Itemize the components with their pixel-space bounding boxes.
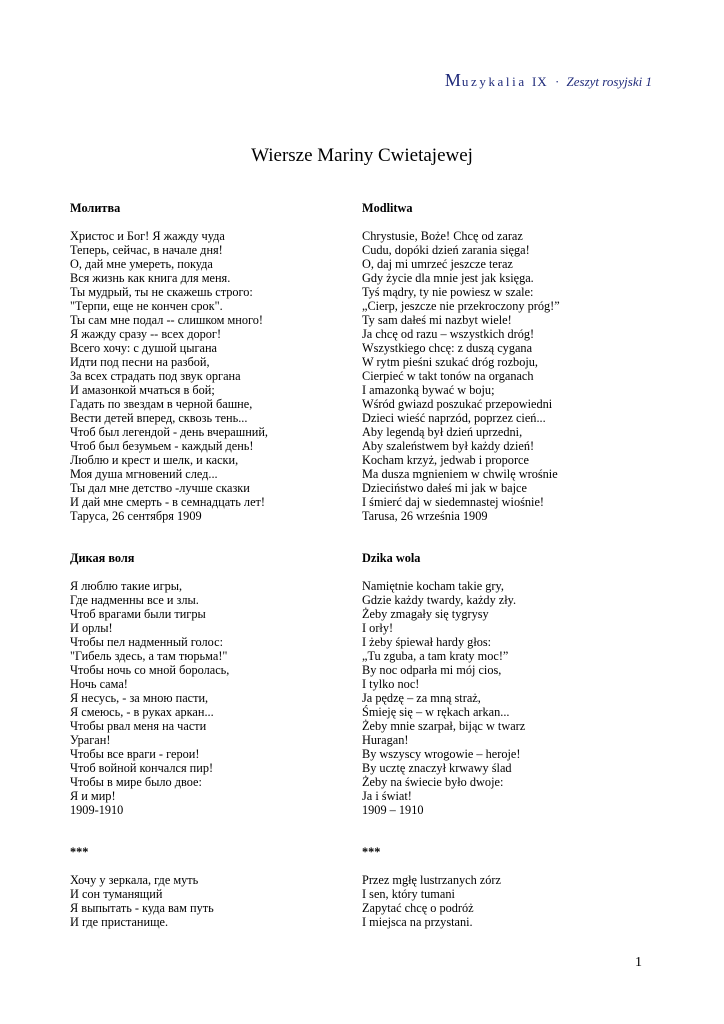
poem-line: "Терпи, еще не кончен срок". [70,299,223,313]
poem-line: О, дай мне умереть, покуда [70,257,213,271]
poem-line: I miejsca na przystani. [362,915,473,929]
poem-line: Чтоб врагами были тигры [70,607,206,621]
poem-line: By wszyscy wrogowie – heroje! [362,747,521,761]
poem-title: Dzika wola [362,551,421,565]
poem-title: *** [70,845,89,859]
poem-line: Где надменны все и злы. [70,593,199,607]
poem-line: Gdy życie dla mnie jest jak księga. [362,271,534,285]
poem-line: Żeby zmagały się tygrysy [362,607,489,621]
poem-line: I śmierć daj w siedemnastej wiośnie! [362,495,545,509]
poem-line: By noc odparła mi mój cios, [362,663,502,677]
poem-line: Теперь, сейчас, в начале дня! [70,243,223,257]
poem-ru [70,845,380,929]
poem-line: И сон туманящий [70,887,163,901]
poem-line: Чтобы все враги - герои! [70,747,200,761]
poem-line: By ucztę znaczył krwawy ślad [362,761,512,775]
poem-pl [362,201,672,523]
poem-line: Cudu, dopóki dzień zarania sięga! [362,243,530,257]
poem-lines [70,229,380,523]
poem-line: Я несусь, - за мною пасти, [70,691,209,705]
poem-line: Cierpieć w takt tonów na organach [362,369,534,383]
poem-line: Dzieci wieść naprzód, poprzez cień... [362,411,546,425]
poem-lines [362,229,672,523]
poem-line: И орлы! [70,621,113,635]
poem-line: "Гибель здесь, а там тюрьма!" [70,649,228,663]
poem-line: За всех страдать под звук органа [70,369,241,383]
poem-title: *** [362,845,381,859]
poem-line: Чтобы ночь со мной боролась, [70,663,230,677]
poem-line: 1909 – 1910 [362,803,424,817]
poem-line: Люблю и крест и шелк, и каски, [70,453,239,467]
poem-line: Dzieciństwo dałeś mi jak w bajce [362,481,527,495]
poem-line: Tarusa, 26 września 1909 [362,509,488,523]
poem-line: Я и мир! [70,789,116,803]
poem-line: Aby legendą był dzień uprzedni, [362,425,523,439]
running-header [445,70,652,91]
poem-line: Chrystusie, Boże! Chcę od zaraz [362,229,523,243]
poem-line: Żeby mnie szarpał, bijąc w twarz [362,719,526,733]
poem-line: Ma dusza mgnieniem w chwilę wrośnie [362,467,558,481]
issue-number: IX [531,74,548,89]
poem-line: Ураган! [70,733,111,747]
poem-line: „Tu zguba, a tam kraty moc!” [362,649,509,663]
poem-ru [70,551,380,817]
poem-line: Kocham krzyż, jedwab i proporce [362,453,529,467]
page-title: Wiersze Mariny Cwietajewej [251,145,473,166]
poem-line: Ты дал мне детство -лучше сказки [70,481,250,495]
poem-line: W rytm pieśni szukać dróg rozboju, [362,355,538,369]
poem-line: Чтоб был легендой - день вчерашний, [70,425,269,439]
poem-line: Ты мудрый, ты не скажешь строго: [70,285,253,299]
poem-line: Ja chcę od razu – wszystkich dróg! [362,327,535,341]
poem-line: Wśród gwiazd poszukać przepowiedni [362,397,553,411]
poem-line: Идти под песни на разбой, [70,355,210,369]
poem-line: I tylko noc! [362,677,420,691]
poem-line: Моя душа мгновений след... [70,467,218,481]
poem-line: I sen, który tumani [362,887,455,901]
poem-line: Всего хочу: с душой цыгана [70,341,217,355]
poem-pl [362,551,672,817]
poem-line: Ty sam dałeś mi nazbyt wiele! [362,313,512,327]
poem-line: Ты сам мне подал -- слишком много! [70,313,263,327]
poem-line: Namiętnie kocham takie gry, [362,579,504,593]
poem-line: I żeby śpiewał hardy głos: [362,635,492,649]
poem-pl [362,845,672,929]
poem-line: Ja pędzę – za mną straż, [362,691,481,705]
poem-lines [70,873,380,929]
poem-line: O, daj mi umrzeć jeszcze teraz [362,257,513,271]
poem-line: Чтоб войной кончался пир! [70,761,214,775]
poem-line: Gdzie każdy twardy, każdy zły. [362,593,517,607]
poem-line: И амазонкой мчаться в бой; [70,383,215,397]
poem-line: Чтобы в мире было двое: [70,775,202,789]
poem-line: Wszystkiego chcę: z duszą cygana [362,341,533,355]
poem-line: Ja i świat! [362,789,412,803]
poem-line: Śmieję się – w rękach arkan... [362,705,510,719]
poem-line: Я выпытать - куда вам путь [70,901,214,915]
poem-line: Przez mgłę lustrzanych zórz [362,873,501,887]
poem-line: Гадать по звездам в черной башне, [70,397,253,411]
poem-lines [362,579,672,817]
poem-line: Я смеюсь, - в руках аркан... [70,705,214,719]
poem-line: Zapytać chcę o podróż [362,901,474,915]
journal-name: uzykalia [461,74,527,89]
poem-line: I amazonką bywać w boju; [362,383,495,397]
poem-line: Tyś mądry, ty nie powiesz w szale: [362,285,534,299]
poem-title: Дикая воля [70,551,135,565]
poem-line: Ночь сама! [70,677,128,691]
poem-title: Молитва [70,201,121,215]
poem-line: „Cierp, jeszcze nie przekroczony próg!” [362,299,560,313]
journal-name-initial: M [444,70,462,90]
poem-line: Aby szaleństwem był każdy dzień! [362,439,535,453]
poem-line: И где пристанище. [70,915,169,929]
poem-line: Я люблю такие игры, [70,579,183,593]
poem-lines [70,579,380,817]
poem-line: Вести детей вперед, сквозь тень... [70,411,248,425]
poem-line: И дай мне смерть - в семнадцать лет! [70,495,265,509]
poem-line: 1909-1910 [70,803,124,817]
poem-ru [70,201,380,523]
poem-line: Я жажду сразу -- всех дорог! [70,327,222,341]
poem-lines [362,873,672,929]
poem-title: Modlitwa [362,201,413,215]
issue-subtitle: Zeszyt rosyjski 1 [566,74,652,89]
poem-line: Чтобы рвал меня на части [70,719,207,733]
poem-line: Таруса, 26 сентября 1909 [70,509,202,523]
poem-line: Чтоб был безумьем - каждый день! [70,439,254,453]
poem-line: Христос и Бог! Я жажду чуда [70,229,225,243]
poem-line: I orły! [362,621,394,635]
poem-line: Чтобы пел надменный голос: [70,635,223,649]
poem-line: Żeby na świecie było dwoje: [362,775,504,789]
poem-line: Huragan! [362,733,409,747]
page-number: 1 [635,955,642,970]
poem-line: Вся жизнь как книга для меня. [70,271,231,285]
header-separator: · [554,74,560,89]
poem-line: Хочу у зеркала, где муть [70,873,199,887]
